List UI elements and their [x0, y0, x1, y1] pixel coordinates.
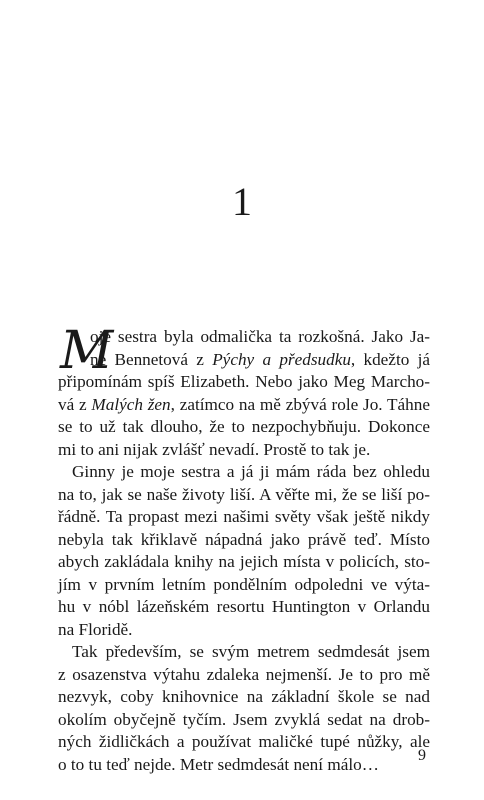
text-line — [58, 484, 430, 507]
text-segment: okolím obyčejně tyčím. Jsem zvyklá sedat na drob- — [58, 709, 430, 729]
text-line — [58, 416, 430, 439]
text-line — [58, 664, 430, 687]
text-segment: připomínám spíš Elizabeth. Nebo jako Meg Marcho- — [58, 372, 430, 391]
drop-cap: M — [60, 321, 114, 381]
page-number: 9 — [418, 747, 426, 764]
text-segment: ných židličkách a používat maličké tupé nůžky, ale — [58, 732, 430, 751]
text-segment: z osazenstva výtahu zdaleka nejmenší. Je to pro mě — [58, 664, 430, 684]
text-line — [58, 551, 430, 574]
text-segment: hu v nóbl lázeňském resortu Huntington v Orlandu — [58, 597, 430, 616]
text-segment: , kdežto já — [350, 349, 430, 369]
text-line — [58, 641, 430, 664]
text-segment: , zatímco na mě zbývá role Jo. Táhne — [170, 394, 431, 414]
text-segment: Tak především, se svým metrem sedmdesát jsem — [72, 642, 430, 661]
text-segment: na Floridě. — [58, 619, 133, 639]
chapter-body-text — [58, 321, 431, 776]
text-segment: na to, jak se naše životy liší. A věřte mi, že se liší po- — [58, 484, 430, 504]
text-line — [58, 686, 430, 709]
text-line — [58, 529, 430, 552]
text-segment: nebyla tak křiklavě nápadná jako právě teď. Místo — [58, 529, 430, 549]
text-line — [58, 754, 430, 777]
text-line — [58, 574, 430, 597]
text-line — [58, 394, 430, 417]
text-segment: ne Bennetová z — [90, 349, 213, 369]
text-segment: jím v prvním letním pondělním odpoledni ve výta- — [58, 574, 430, 594]
text-segment: Ginny je moje sestra a já ji mám ráda bez ohledu — [72, 462, 430, 481]
text-line — [58, 371, 430, 394]
text-line — [58, 439, 430, 462]
text-line — [58, 349, 430, 372]
text-line — [58, 709, 430, 732]
text-segment: mi to ani nijak zvlášť nevadí. Prostě to tak je. — [58, 439, 371, 459]
text-segment: nezvyk, coby knihovnice na základní škole se nad — [58, 687, 430, 706]
text-segment: o to tu teď nejde. Metr sedmdesát není málo… — [58, 754, 379, 774]
text-line — [58, 506, 430, 529]
text-segment: oje sestra byla odmalička ta rozkošná. Jako Ja- — [90, 327, 430, 346]
text-line — [58, 731, 430, 754]
text-segment: vá z — [58, 394, 92, 414]
text-line — [58, 326, 430, 349]
text-segment: abych zakládala knihy na jejich místa v policích, sto- — [58, 552, 430, 571]
text-line — [58, 619, 430, 642]
text-segment: řádně. Ta propast mezi našimi světy však ještě nikdy — [58, 507, 430, 526]
text-segment: se to už tak dlouho, že to nezpochybňuju. Dokonce — [58, 417, 430, 436]
chapter-number: 1 — [232, 179, 252, 224]
italic-book-title: Pýchy a předsudku — [212, 349, 351, 369]
italic-book-title: Malých žen — [91, 394, 171, 414]
text-line — [58, 461, 430, 484]
text-line — [58, 596, 430, 619]
